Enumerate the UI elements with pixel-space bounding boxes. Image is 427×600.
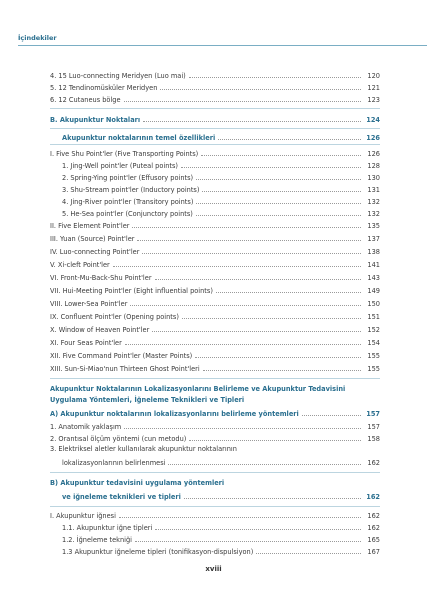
- toc-dot-leader: [135, 541, 361, 542]
- toc-dot-leader: [125, 344, 361, 345]
- toc-entry[interactable]: [50, 350, 380, 360]
- toc-entry-label-line: 3. Elektriksel aletler kullanılarak akupunktur noktalarının: [50, 445, 237, 453]
- toc-dot-leader: [168, 464, 361, 465]
- toc-entry-page: 131: [367, 186, 380, 194]
- toc-entry-label: XIII. Sun-Si-Miao'nun Thirteen Ghost Point'leri: [50, 365, 200, 373]
- toc-entry[interactable]: [50, 546, 380, 556]
- toc-dot-leader: [201, 155, 361, 156]
- toc-entry[interactable]: [50, 433, 380, 443]
- toc-entry-page: 138: [367, 248, 380, 256]
- toc-entry-page: 137: [367, 235, 380, 243]
- toc-entry-label: 1.3 Akupunktur iğneleme tipleri (tonifikasyon-dispulsiyon): [62, 548, 254, 556]
- toc-separator: [50, 144, 380, 145]
- toc-entry-label: V. Xi-cleft Point'ler: [50, 261, 110, 269]
- toc-entry-label: I. Akupunktur iğnesi: [50, 512, 116, 520]
- toc-dot-leader: [203, 370, 361, 371]
- toc-dot-leader: [196, 203, 361, 204]
- toc-entry-page: 126: [366, 134, 380, 142]
- toc-entry-page: 143: [367, 274, 380, 282]
- toc-entry-page: 155: [367, 365, 380, 373]
- toc-entry-label: X. Window of Heaven Point'ler: [50, 326, 150, 334]
- toc-entry-label: XI. Four Seas Point'ler: [50, 339, 122, 347]
- toc-entry-page: 157: [367, 423, 380, 431]
- toc-dot-leader: [189, 440, 361, 441]
- section-heading-line: Uygulama Yöntemleri, İğneleme Teknikleri ve Tipleri: [50, 396, 245, 404]
- toc-entry-label: 5. 12 Tendinomüsküler Meridyen: [50, 84, 158, 92]
- toc-dot-leader: [124, 428, 361, 429]
- toc-entry-label: Akupunktur noktalarının temel özellikleri: [62, 134, 216, 142]
- toc-entry-page: 162: [367, 459, 380, 467]
- toc-entry[interactable]: [50, 196, 380, 206]
- toc-dot-leader: [113, 266, 361, 267]
- toc-entry-label: XII. Five Command Point'ler (Master Points): [50, 352, 193, 360]
- toc-dot-leader: [218, 139, 361, 140]
- toc-separator: [50, 472, 380, 473]
- toc-entry-label: lokalizasyonlarının belirlenmesi: [62, 459, 166, 467]
- toc-dot-leader: [181, 167, 361, 168]
- toc-entry[interactable]: [50, 324, 380, 334]
- toc-entry[interactable]: [50, 337, 380, 347]
- toc-entry[interactable]: [50, 160, 380, 170]
- toc-entry-label: 4. Jing-River point'ler (Transitory points): [62, 198, 194, 206]
- toc-dot-leader: [196, 179, 361, 180]
- toc-entry[interactable]: [50, 298, 380, 308]
- toc-entry[interactable]: [50, 208, 380, 218]
- toc-separator: [50, 108, 380, 109]
- toc-separator: [50, 128, 380, 129]
- toc-dot-leader: [256, 553, 361, 554]
- toc-dot-leader: [196, 215, 361, 216]
- toc-entry[interactable]: [50, 233, 380, 243]
- toc-entry[interactable]: [50, 534, 380, 544]
- toc-entry-label: A) Akupunktur noktalarının lokalizasyonlarını belirleme yöntemleri: [50, 410, 299, 418]
- toc-entry-page: 132: [367, 210, 380, 218]
- toc-entry-label: III. Yuan (Source) Point'ler: [50, 235, 135, 243]
- toc-entry-page: 150: [367, 300, 380, 308]
- toc-entry-page: 162: [367, 524, 380, 532]
- toc-dot-leader: [155, 529, 361, 530]
- toc-entry[interactable]: [50, 148, 380, 158]
- toc-dot-leader: [137, 240, 361, 241]
- toc-entry-page: 158: [367, 435, 380, 443]
- toc-entry-page: 157: [366, 410, 380, 418]
- toc-dot-leader: [152, 331, 361, 332]
- toc-entry-label: 6. 12 Cutaneus bölge: [50, 96, 121, 104]
- toc-entry-label: VIII. Lower-Sea Point'ler: [50, 300, 128, 308]
- header-title: İçindekiler: [18, 34, 57, 42]
- toc-entry-page: 141: [367, 261, 380, 269]
- toc-dot-leader: [184, 498, 361, 499]
- toc-dot-leader: [142, 253, 361, 254]
- toc-entry-label: 2. Orantısal ölçüm yöntemi (cun metodu): [50, 435, 187, 443]
- toc-entry-page: 152: [367, 326, 380, 334]
- toc-separator: [50, 378, 380, 379]
- toc-dot-leader: [124, 101, 361, 102]
- toc-entry-label: II. Five Element Point'ler: [50, 222, 130, 230]
- toc-entry-page: 162: [367, 512, 380, 520]
- toc-entry-label-line: B) Akupunktur tedavisini uygulama yöntemleri: [50, 479, 225, 487]
- toc-entry-label: VI. Front-Mu-Back-Shu Point'ler: [50, 274, 152, 282]
- toc-entry-page: 120: [367, 72, 380, 80]
- toc-entry[interactable]: [50, 94, 380, 104]
- toc-entry-label: 2. Spring-Ying point'ler (Effusory points): [62, 174, 194, 182]
- toc-entry[interactable]: [50, 172, 380, 182]
- toc-entry-page: 155: [367, 352, 380, 360]
- toc-dot-leader: [155, 279, 361, 280]
- toc-separator: [50, 506, 380, 507]
- toc-entry-page: 132: [367, 198, 380, 206]
- toc-entry-heading[interactable]: [50, 491, 380, 501]
- toc-entry[interactable]: [50, 285, 380, 295]
- toc-entry-label: 1. Anatomik yaklaşım: [50, 423, 122, 431]
- toc-entry-label: 1.2. İğneleme tekniği: [62, 536, 132, 544]
- toc-entry-page: 124: [366, 116, 380, 124]
- toc-entry-page: 154: [367, 339, 380, 347]
- page-header: [0, 0, 427, 46]
- toc-entry[interactable]: [50, 510, 380, 520]
- section-heading-line: Akupunktur Noktalarının Lokalizasyonlarını Belirleme ve Akupunktur Tedavisini: [50, 385, 346, 393]
- toc-entry-heading[interactable]: [50, 132, 380, 142]
- toc-entry[interactable]: [50, 246, 380, 256]
- toc-entry-page: 128: [367, 162, 380, 170]
- toc-entry-page: 126: [367, 150, 380, 158]
- toc-entry[interactable]: [50, 457, 380, 467]
- toc-entry[interactable]: [50, 522, 380, 532]
- toc-entry[interactable]: [50, 272, 380, 282]
- toc-entry[interactable]: [50, 82, 380, 92]
- toc-entry-label: VII. Hui-Meeting Point'ler (Eight influential points): [50, 287, 213, 295]
- toc-entry[interactable]: [50, 421, 380, 431]
- toc-entry-heading[interactable]: [50, 408, 380, 418]
- toc-entry-page: 121: [367, 84, 380, 92]
- toc-dot-leader: [182, 318, 361, 319]
- toc-entry[interactable]: [50, 311, 380, 321]
- toc-entry-page: 165: [367, 536, 380, 544]
- toc-entry[interactable]: [50, 220, 380, 230]
- toc-dot-leader: [119, 517, 361, 518]
- toc-entry-page: 162: [366, 493, 380, 501]
- toc-entry-label: IX. Confluent Point'ler (Opening points): [50, 313, 179, 321]
- toc-entry-label: I. Five Shu Point'ler (Five Transporting Points): [50, 150, 199, 158]
- toc-dot-leader: [143, 121, 361, 122]
- toc-entry[interactable]: [50, 70, 380, 80]
- toc-entry-page: 149: [367, 287, 380, 295]
- toc-entry-label: 4. 15 Luo-connecting Meridyen (Luo mai): [50, 72, 186, 80]
- toc-dot-leader: [130, 305, 361, 306]
- toc-entry-label: ve iğneleme teknikleri ve tipleri: [62, 493, 181, 501]
- toc-dot-leader: [189, 77, 361, 78]
- toc-dot-leader: [216, 292, 361, 293]
- toc-entry[interactable]: [50, 363, 380, 373]
- header-rule: [18, 45, 427, 46]
- toc-entry-label: 3. Shu-Stream point'ler (Inductory points): [62, 186, 200, 194]
- toc-entry-page: 151: [367, 313, 380, 321]
- toc-dot-leader: [302, 415, 361, 416]
- toc-entry-page: 167: [367, 548, 380, 556]
- toc-entry-label: 5. He-Sea point'ler (Conjunctory points): [62, 210, 193, 218]
- toc-entry[interactable]: [50, 184, 380, 194]
- toc-dot-leader: [195, 357, 361, 358]
- toc-entry-label: 1. Jing-Well point'ler (Puteal points): [62, 162, 178, 170]
- toc-entry-page: 135: [367, 222, 380, 230]
- toc-dot-leader: [132, 227, 361, 228]
- toc-dot-leader: [202, 191, 361, 192]
- toc-entry-label: B. Akupunktur Noktaları: [50, 116, 141, 124]
- toc-entry[interactable]: [50, 259, 380, 269]
- toc-entry-heading[interactable]: [50, 114, 380, 124]
- toc-entry-page: 130: [367, 174, 380, 182]
- page-number: xviii: [205, 565, 222, 573]
- toc-entry-page: 123: [367, 96, 380, 104]
- toc-entry-label: IV. Luo-connecting Point'ler: [50, 248, 140, 256]
- toc-entry-label: 1.1. Akupunktur iğne tipleri: [62, 524, 153, 532]
- toc-dot-leader: [160, 89, 361, 90]
